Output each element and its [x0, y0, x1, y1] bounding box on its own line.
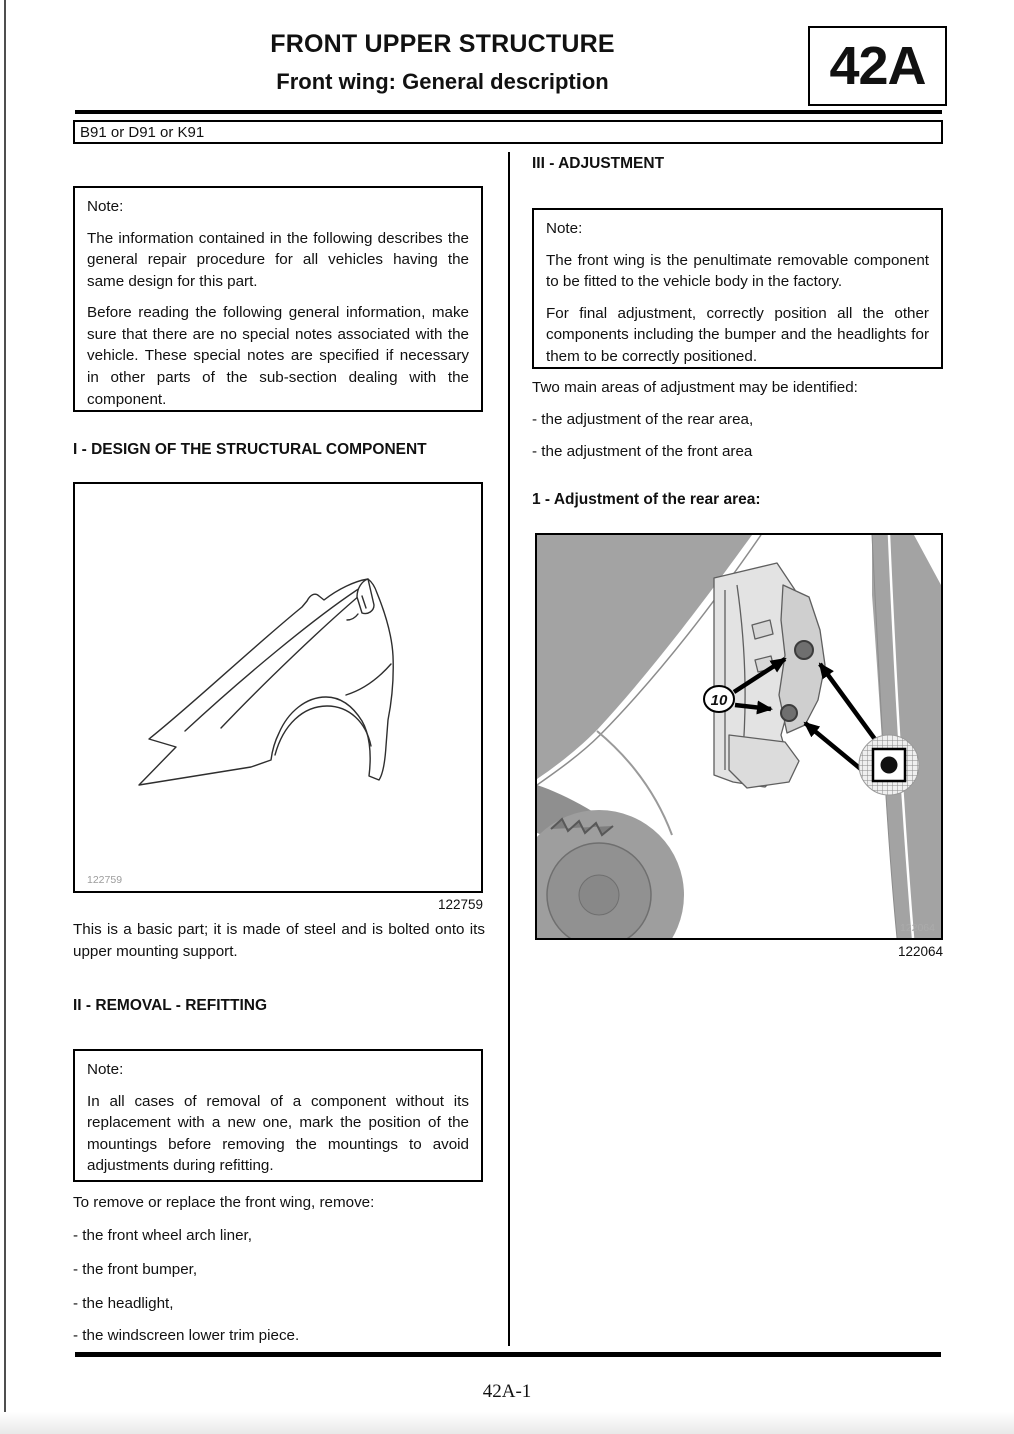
bolt-symbol-dot: [881, 757, 898, 774]
paragraph-remove-intro: To remove or replace the front wing, remove:: [73, 1194, 375, 1211]
header-rule: [75, 110, 942, 114]
figure-rear-adjustment: [535, 533, 943, 940]
footer-rule: [75, 1352, 941, 1357]
figure-caption: 122064: [897, 944, 943, 959]
mounting-bolt-upper: [795, 641, 813, 659]
model-code-bar: [73, 120, 943, 144]
figure-front-wing: [73, 482, 483, 893]
bullet-item: - the front wheel arch liner,: [73, 1227, 252, 1244]
mounting-bolt-lower: [781, 705, 797, 721]
page-title: FRONT UPPER STRUCTURE: [270, 30, 615, 58]
bullet-item: - the windscreen lower trim piece.: [73, 1327, 300, 1344]
symbol-arrow: [805, 723, 868, 775]
bullet-item: - the adjustment of the front area: [532, 443, 753, 460]
section-heading-adjustment: III - ADJUSTMENT: [532, 155, 665, 172]
paragraph-two-areas: Two main areas of adjustment may be identified:: [532, 379, 858, 396]
figure-caption: 122759: [437, 897, 483, 912]
note-paragraph: For final adjustment, correctly position all the other components including the bumper and the headlights for them to be correctly positioned.: [546, 304, 929, 365]
note-paragraph: The front wing is the penultimate removable component to be fitted to the vehicle body in the factory.: [546, 251, 929, 291]
callout-10-label: 10: [710, 692, 728, 709]
bullet-item: - the front bumper,: [73, 1261, 198, 1278]
figure-watermark: 122064: [899, 922, 935, 934]
bottom-flange: [729, 735, 799, 788]
symbol-arrow: [820, 664, 877, 742]
note-box-removal: [73, 1049, 483, 1182]
bullet-item: - the adjustment of the rear area,: [532, 411, 754, 428]
note-box-adjustment: [532, 208, 943, 369]
front-wing-drawing: [75, 484, 481, 891]
page-scan-edge: [4, 0, 6, 1434]
note-box-general: [73, 186, 483, 412]
figure-watermark: 122759: [87, 874, 123, 886]
section-heading-design: I - DESIGN OF THE STRUCTURAL COMPONENT: [73, 441, 427, 458]
section-heading-removal: II - REMOVAL - REFITTING: [73, 997, 268, 1014]
paragraph-basic-part: This is a basic part; it is made of steel and is bolted onto its upper mounting support.: [73, 921, 485, 960]
adjustment-illustration: [537, 535, 941, 938]
page-bottom-fade: [0, 1412, 1014, 1434]
section-code-box: [808, 26, 947, 106]
note-label: Note:: [87, 198, 124, 215]
page-number: 42A-1: [482, 1381, 532, 1402]
note-paragraph: The information contained in the following describes the general repair procedure for all vehicles having the same design for this part.: [87, 229, 469, 290]
brake-disc-hub: [579, 875, 619, 915]
section-code: 42A: [829, 36, 926, 96]
bullet-item: - the headlight,: [73, 1295, 174, 1312]
note-label: Note:: [87, 1061, 124, 1078]
note-paragraph: In all cases of removal of a component without its replacement with a new one, mark the position of the mountings before removing the mountings to avoid adjustments during refitting.: [87, 1092, 469, 1175]
model-codes: B91 or D91 or K91: [80, 124, 205, 141]
note-label: Note:: [546, 220, 583, 237]
page-subtitle: Front wing: General description: [276, 69, 609, 94]
column-divider: [508, 152, 510, 1346]
note-paragraph: Before reading the following general information, make sure that there are no special notes associated with the vehicle. These special notes are specified if necessary in other parts of the sub-section dealing with the component.: [87, 304, 469, 408]
subheading-rear-area: 1 - Adjustment of the rear area:: [532, 491, 761, 508]
